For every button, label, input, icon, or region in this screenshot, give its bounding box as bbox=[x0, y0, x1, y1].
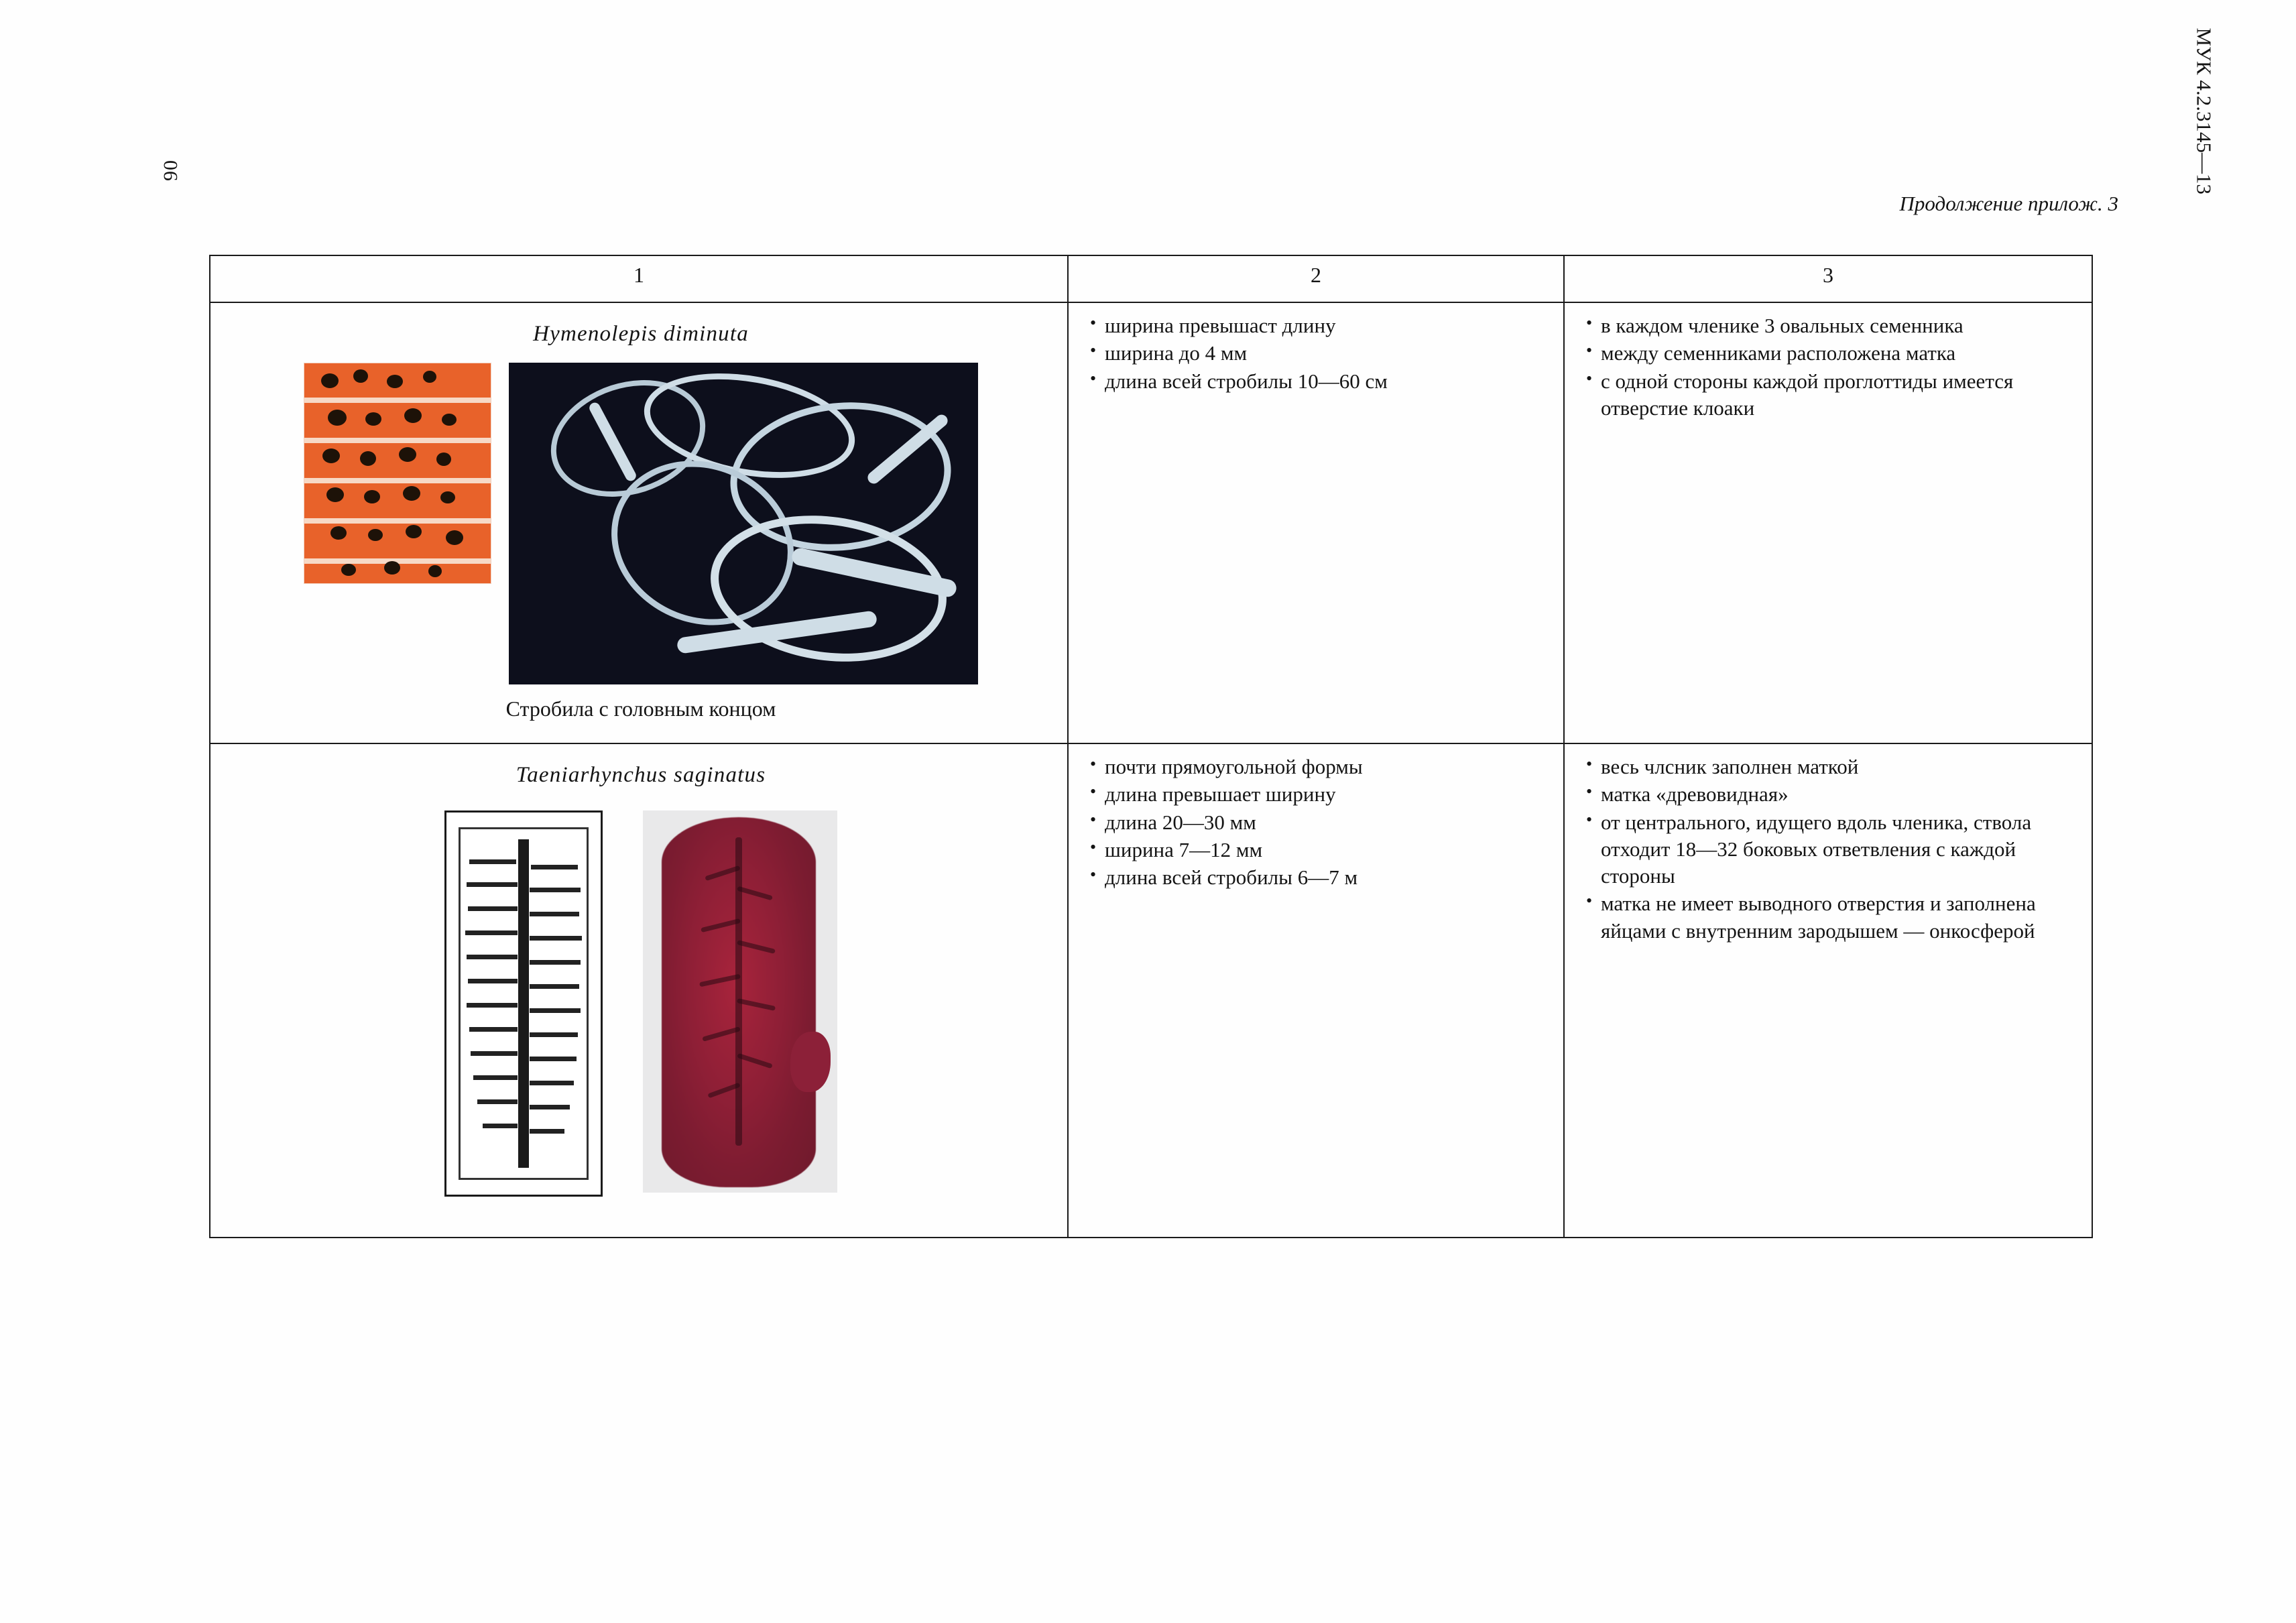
table-row bbox=[210, 302, 2092, 743]
list-item: • в каждом членике 3 овальных семенника bbox=[1581, 312, 2079, 339]
proglottid-line-drawing-image bbox=[444, 810, 603, 1197]
species-cell bbox=[210, 743, 1068, 1238]
species-cell bbox=[210, 302, 1068, 743]
appendix-continuation-note: Продолжение прилож. 3 bbox=[1899, 192, 2118, 215]
list-item: • ширина превышаст длину bbox=[1085, 312, 1551, 339]
figure-group bbox=[227, 363, 1055, 684]
features-cell-col2 bbox=[1068, 743, 1564, 1238]
strobila-micrograph-orange-image bbox=[304, 363, 491, 584]
document-code: МУК 4.2.3145—13 bbox=[2192, 27, 2216, 194]
figure-group bbox=[227, 810, 1055, 1197]
list-item: • от центрального, идущего вдоль членика, ствола отходит 18—32 боковых ответвления с каждой стороны bbox=[1581, 809, 2079, 890]
list-item: • матка не имеет выводного отверстия и заполнена яйцами с внутренним зародышем — онкосферой bbox=[1581, 890, 2079, 945]
feature-list-col3 bbox=[1581, 312, 2079, 422]
species-name: Taeniarhynchus saginatus bbox=[516, 763, 766, 787]
list-item: • длина 20—30 мм bbox=[1085, 809, 1551, 836]
page-number: 90 bbox=[160, 160, 182, 181]
list-item: • длина всей стробилы 10—60 см bbox=[1085, 368, 1551, 395]
features-cell-col3 bbox=[1564, 743, 2092, 1238]
table-header-row bbox=[210, 255, 2092, 302]
features-cell-col3 bbox=[1564, 302, 2092, 743]
column-header-1: 1 bbox=[210, 255, 1068, 302]
feature-list-col3 bbox=[1581, 754, 2079, 945]
list-item: • длина всей стробилы 6—7 м bbox=[1085, 864, 1551, 891]
feature-list-col2 bbox=[1085, 754, 1551, 891]
proglottid-stained-photo-image bbox=[643, 810, 837, 1193]
list-item: • матка «древовидная» bbox=[1581, 781, 2079, 808]
species-name: Hymenolepis diminuta bbox=[533, 322, 749, 346]
feature-list-col2 bbox=[1085, 312, 1551, 395]
list-item: • между семенниками расположена матка bbox=[1581, 340, 2079, 367]
list-item: • ширина 7—12 мм bbox=[1085, 837, 1551, 863]
table-row bbox=[210, 743, 2092, 1238]
figure-caption: Стробила с головным концом bbox=[505, 697, 776, 721]
list-item: • с одной стороны каждой проглоттиды имеется отверстие клоаки bbox=[1581, 368, 2079, 422]
tapeworm-darkfield-photo-image bbox=[509, 363, 978, 684]
list-item: • весь члсник заполнен маткой bbox=[1581, 754, 2079, 780]
species-table bbox=[209, 255, 2093, 1238]
column-header-3: 3 bbox=[1564, 255, 2092, 302]
features-cell-col2 bbox=[1068, 302, 1564, 743]
list-item: • почти прямоугольной формы bbox=[1085, 754, 1551, 780]
column-header-2: 2 bbox=[1068, 255, 1564, 302]
list-item: • длина превышает ширину bbox=[1085, 781, 1551, 808]
list-item: • ширина до 4 мм bbox=[1085, 340, 1551, 367]
